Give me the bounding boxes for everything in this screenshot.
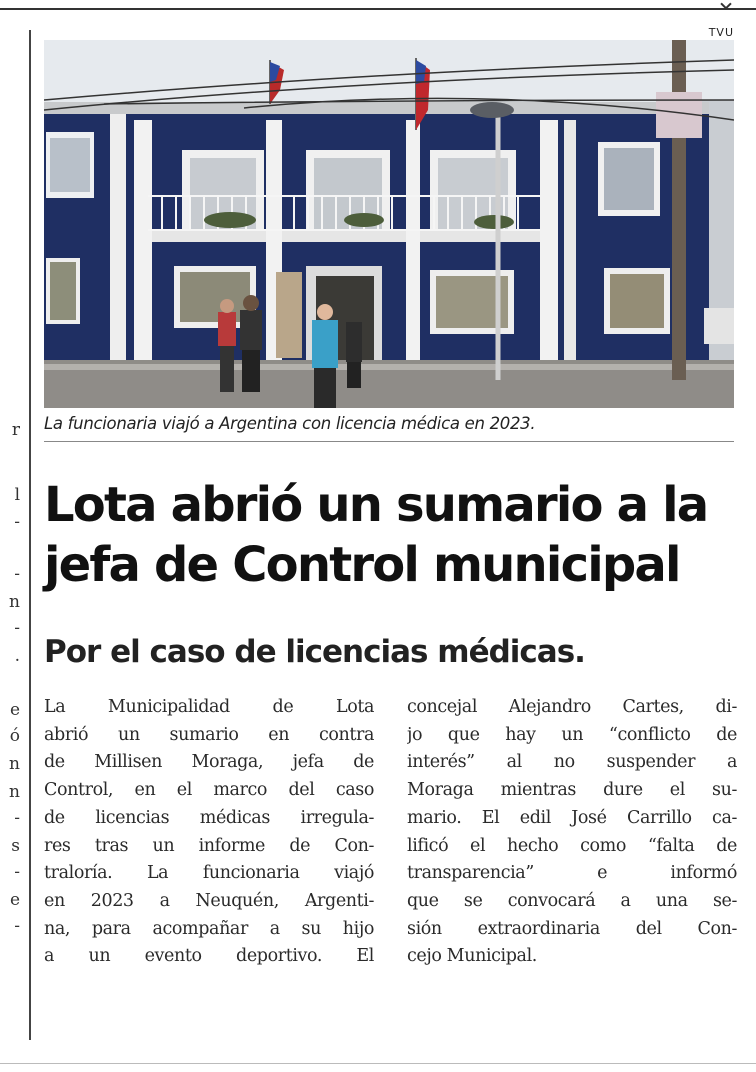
fragment-char: ó (9, 726, 20, 746)
text-line: que se convocará a una se- (407, 890, 737, 911)
text-line: de licencias médicas irregula- (44, 807, 374, 828)
text-line: Control, en el marco del caso (44, 780, 374, 801)
fragment-char: l (14, 485, 20, 505)
text-line: de Millisen Moraga, jefa de (44, 752, 374, 773)
fragment-char: - (14, 808, 20, 828)
text-line: abrió un sumario en contra (44, 724, 374, 745)
fragment-char: n (9, 782, 20, 802)
fragment-char: n (9, 754, 20, 774)
caption-rule (44, 441, 734, 442)
text-line: cejo Municipal. (407, 946, 537, 967)
text-line: Moraga mientras dure el su- (407, 780, 737, 801)
headline (44, 475, 744, 595)
fragment-char: - (14, 916, 20, 936)
text-line: sión extraordinaria del Con- (407, 918, 737, 939)
news-photo (44, 40, 734, 408)
bottom-rule (0, 1063, 756, 1064)
text-line: mario. El edil José Carrillo ca- (407, 807, 737, 828)
fragment-char: - (14, 862, 20, 882)
adjacent-column-fragments (0, 0, 22, 1072)
text-line: na, para acompañar a su hijo (44, 918, 374, 939)
fragment-char: s (11, 836, 20, 856)
fragment-char: - (14, 512, 20, 532)
headline-line: jefa de Control municipal (44, 537, 680, 593)
text-line: traloría. La funcionaria viajó (44, 863, 374, 884)
top-rule (0, 8, 756, 10)
fragment-char: - (14, 618, 20, 638)
text-line: en 2023 a Neuquén, Argenti- (44, 890, 374, 911)
text-line: transparencia” e informó (407, 863, 737, 884)
text-line: jo que hay un “conflicto de (407, 724, 737, 745)
fragment-char: . (14, 646, 20, 666)
fragment-char: n (9, 592, 20, 612)
text-line: concejal Alejandro Cartes, di- (407, 697, 737, 717)
photo-credit: TVU (708, 26, 734, 39)
fragment-char: e (9, 890, 20, 910)
text-line: La Municipalidad de Lota (44, 697, 374, 717)
fragment-char: - (14, 564, 20, 584)
subheadline: Por el caso de licencias médicas. (44, 634, 585, 670)
fragment-char: r (11, 420, 20, 440)
article-column-2 (407, 694, 737, 971)
headline-line: Lota abrió un sumario a la (44, 477, 708, 533)
text-line: interés” al no suspender a (407, 752, 737, 773)
text-line: a un evento deportivo. El (44, 946, 374, 967)
text-line: lificó el hecho como “falta de (407, 835, 737, 856)
fragment-char: e (9, 700, 20, 720)
text-line: res tras un informe de Con- (44, 835, 374, 856)
photo-caption: La funcionaria viajó a Argentina con licencia médica en 2023. (44, 414, 536, 433)
column-divider (29, 30, 31, 1040)
article-column-1 (44, 694, 374, 971)
